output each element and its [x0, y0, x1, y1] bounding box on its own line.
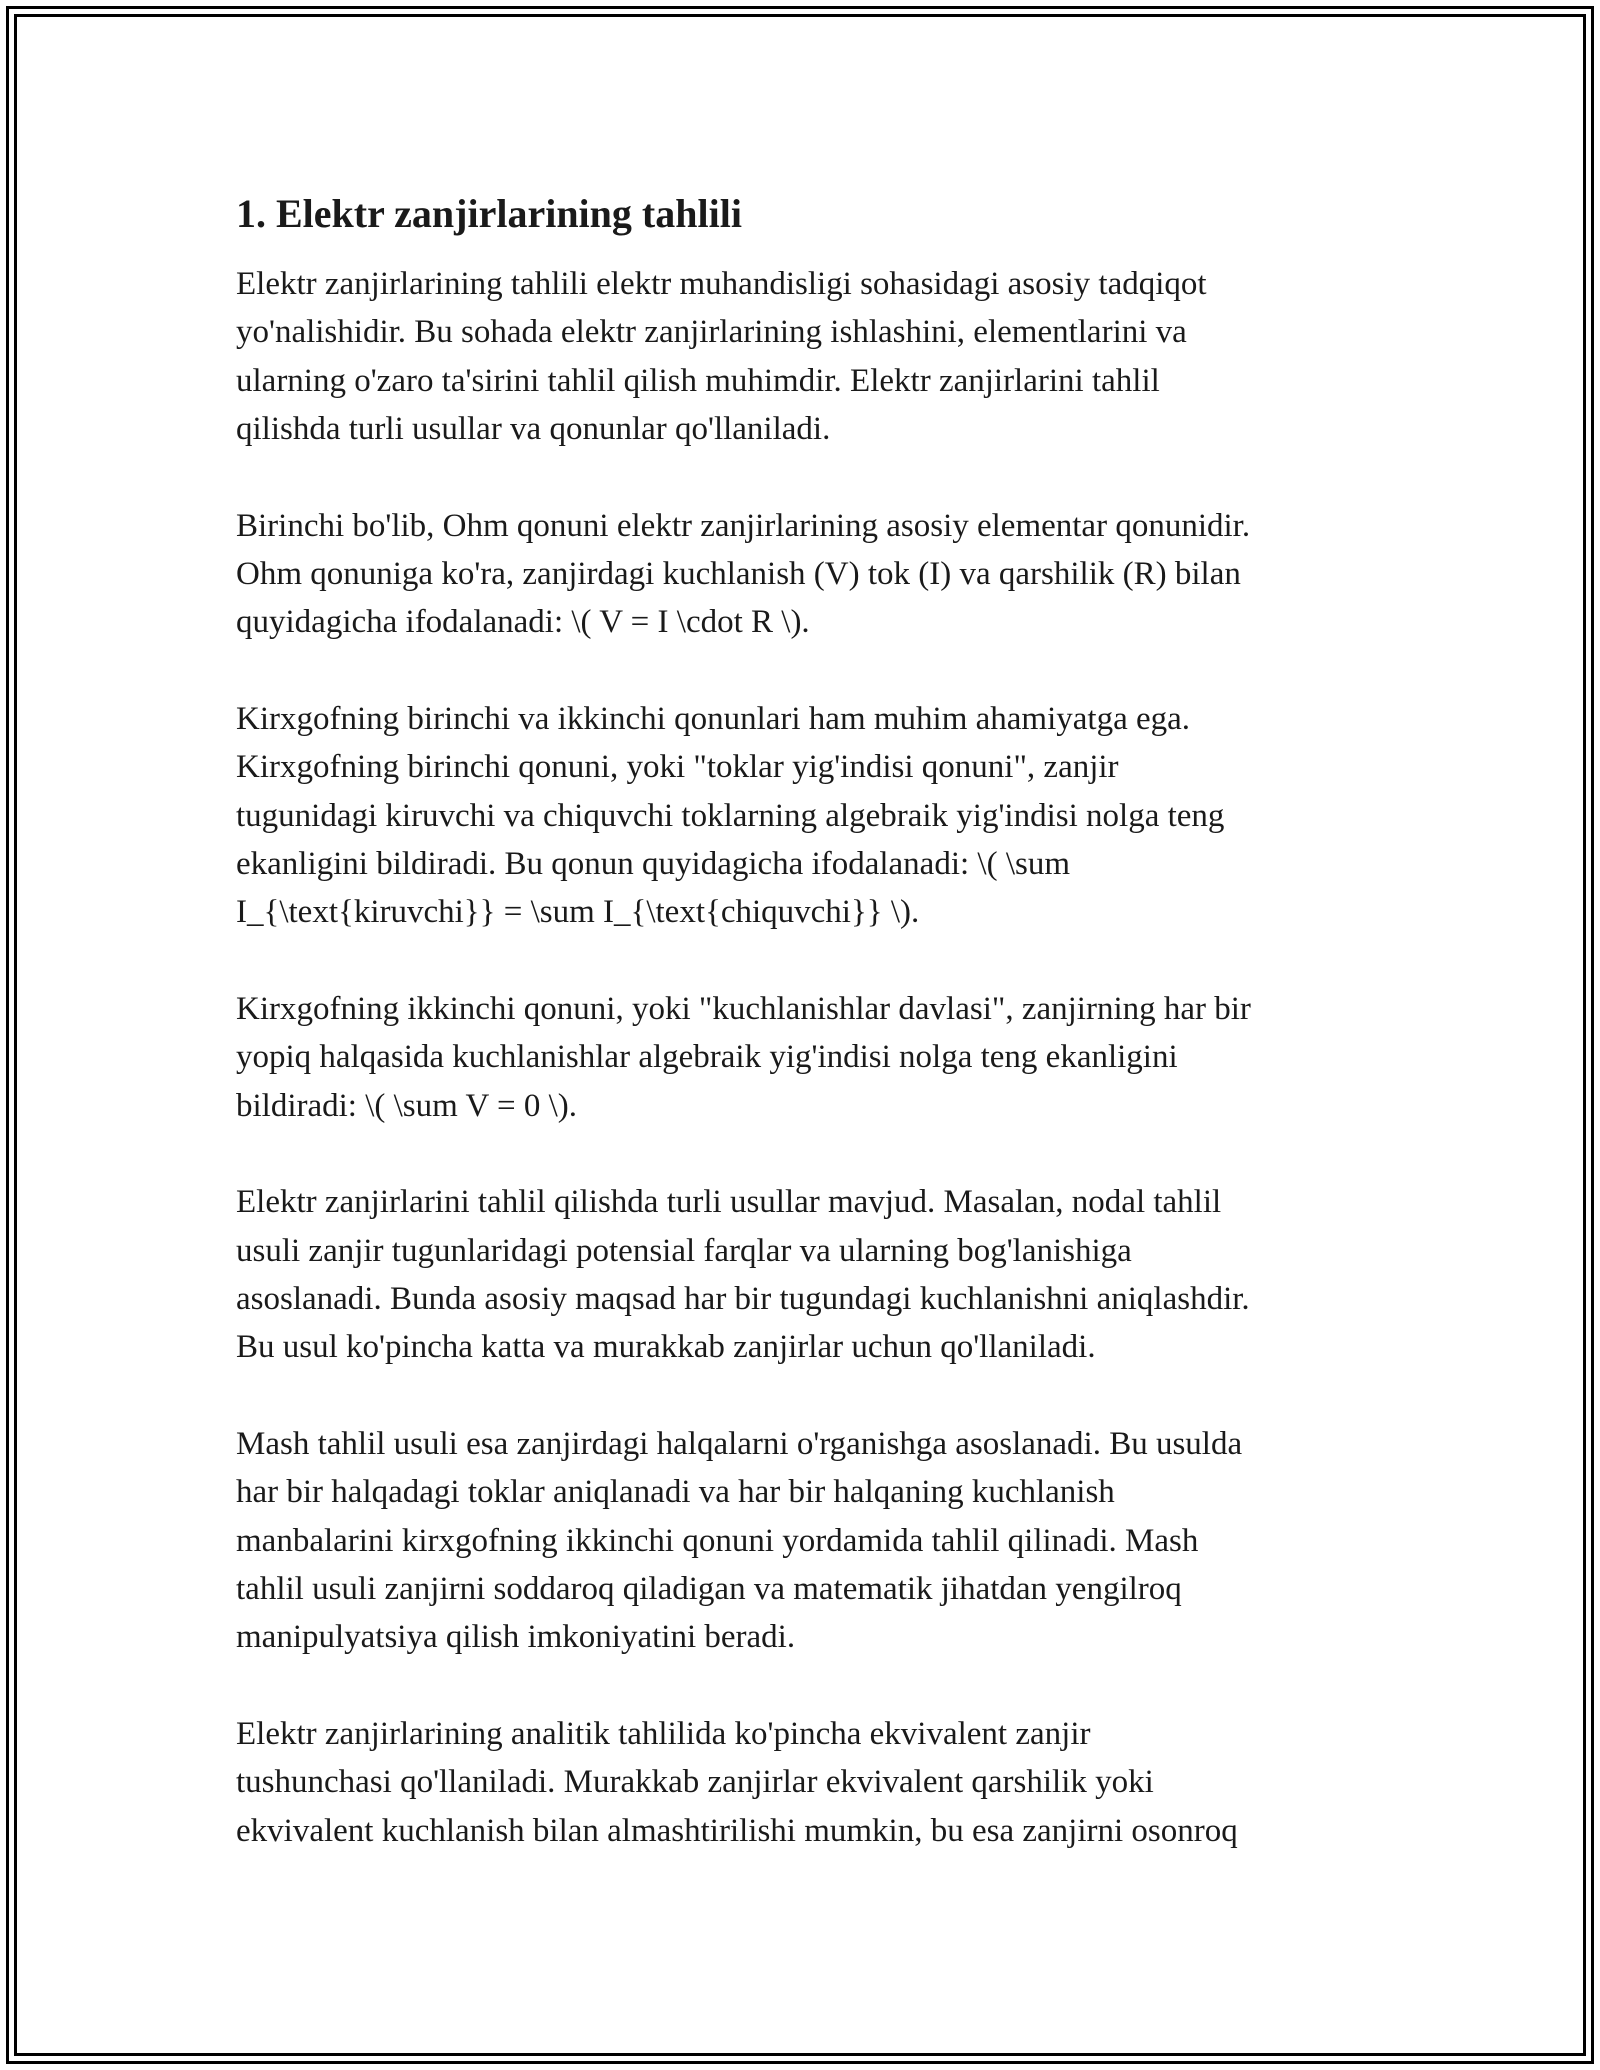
paragraph-nodal-analysis: Elektr zanjirlarini tahlil qilishda turli usullar mavjud. Masalan, nodal tahlil usuli zanjir tugunlaridagi potensial farqlar va ularning bog'lanishiga asoslanadi. Bunda asosiy maqsad har bir tugundagi kuchlanishni aniqlashdir. Bu usul ko'pincha katta va murakkab zanjirlar uchun qo'llaniladi. [236, 1184, 1250, 1366]
section-heading: 1. Elektr zanjirlarining tahlili [236, 191, 742, 236]
paragraph-kirchhoff-second-law: Kirxgofning ikkinchi qonuni, yoki "kuchlanishlar davlasi", zanjirning har bir yopiq halqasida kuchlanishlar algebraik yig'indisi nolga teng ekanligini bildiradi: \( \sum V = 0 \). [236, 990, 1251, 1124]
paragraph-mesh-analysis: Mash tahlil usuli esa zanjirdagi halqalarni o'rganishga asoslanadi. Bu usulda har bir halqadagi toklar aniqlanadi va har bir halqaning kuchlanish manbalarini kirxgofning ikkinchi qonuni yordamida tahlil qilinadi. Mash tahlil usuli zanjirni soddaroq qiladigan va matematik jihatdan yengilroq manipulyatsiya qilish imkoniyatini beradi. [236, 1425, 1243, 1656]
document-body [236, 190, 1386, 1903]
paragraph-intro: Elektr zanjirlarining tahlili elektr muhandisligi sohasidagi asosiy tadqiqot yo'nalishidir. Bu sohada elektr zanjirlarining ishlashini, elementlarini va ularning o'zaro ta'sirini tahlil qilish muhimdir. Elektr zanjirlarini tahlil qilishda turli usullar va qonunlar qo'llaniladi. [236, 266, 1207, 448]
paragraph-kirchhoff-first-law: Kirxgofning birinchi va ikkinchi qonunlari ham muhim ahamiyatga ega. Kirxgofning birinchi qonuni, yoki "toklar yig'indisi qonuni", zanjir tugunidagi kiruvchi va chiquvchi toklarning algebraik yig'indisi nolga teng ekanligini bildiradi. Bu qonun quyidagicha ifodalanadi: \( \sum I_{\text{kiruvchi}} = \sum I_{\text{chiquvchi}} \). [236, 700, 1225, 931]
paragraph-equivalent-circuit: Elektr zanjirlarining analitik tahlilida ko'pincha ekvivalent zanjir tushunchasi qo'llaniladi. Murakkab zanjirlar ekvivalent qarshilik yoki ekvivalent kuchlanish bilan almashtirilishi mumkin, bu esa zanjirni osonroq [236, 1715, 1238, 1849]
paragraph-ohm-law: Birinchi bo'lib, Ohm qonuni elektr zanjirlarining asosiy elementar qonunidir. Ohm qonuniga ko'ra, zanjirdagi kuchlanish (V) tok (I) va qarshilik (R) bilan quyidagicha ifodalanadi: \( V = I \cdot R \). [236, 507, 1251, 641]
